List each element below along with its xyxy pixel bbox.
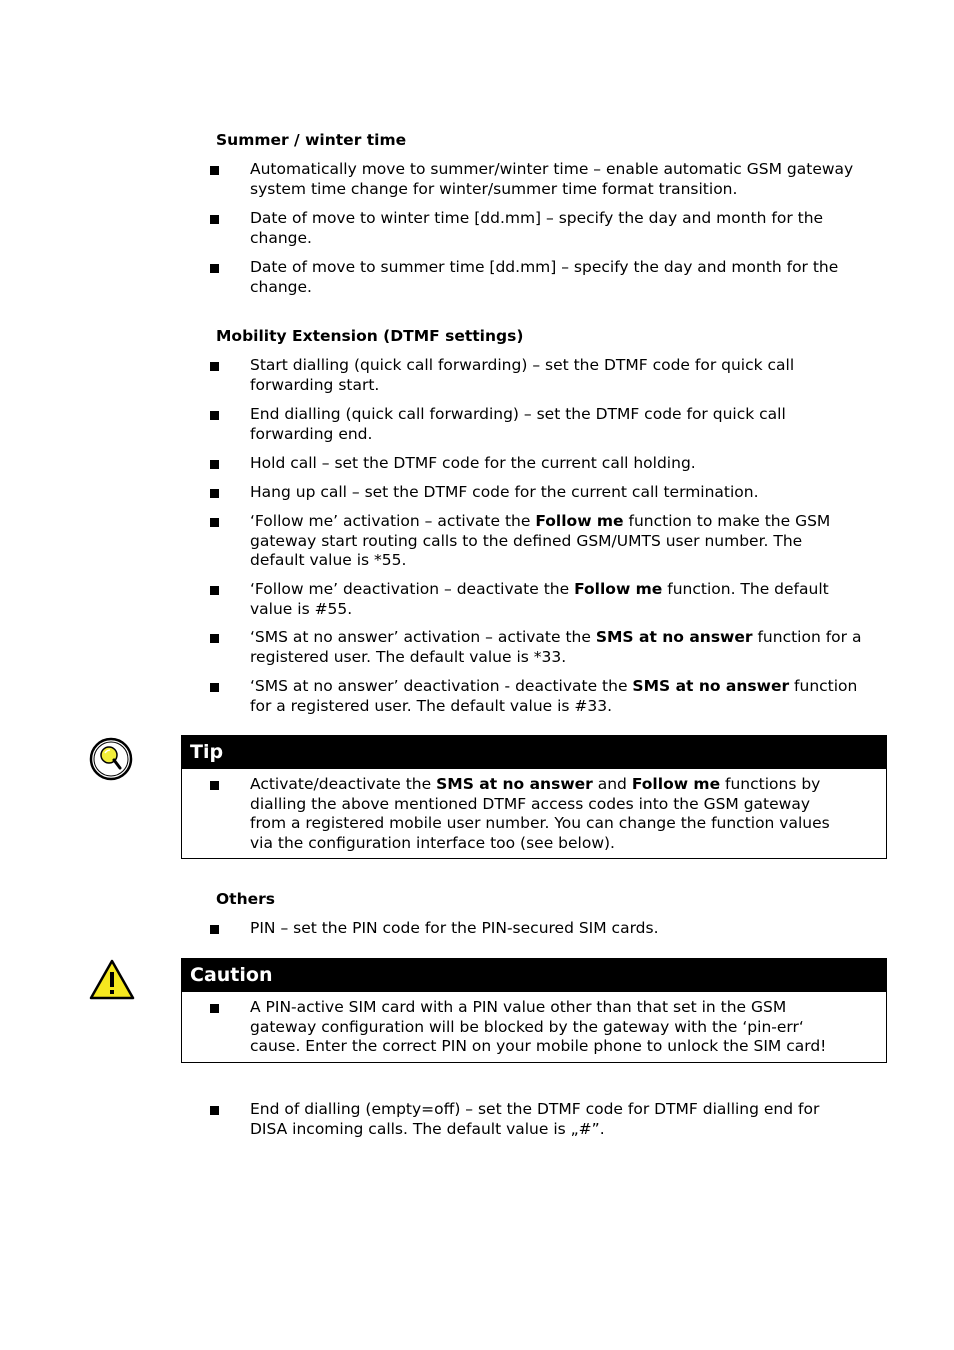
bullet-item-sms-deactivation: ‘SMS at no answer’ deactivation - deactivate the SMS at no answer function for a registered user. The default value is #33. [210,677,890,716]
bullet-item: End dialling (quick call forwarding) – set the DTMF code for quick call forwarding end. [210,405,890,444]
bullet-square [210,166,219,175]
bullet-item: PIN – set the PIN code for the PIN-secured SIM cards. [210,919,890,939]
bullet-item-follow-me-deactivation: ‘Follow me’ deactivation – deactivate the Follow me function. The default value is #55. [210,580,890,619]
bullet-square [210,215,219,224]
bullet-square [210,1106,219,1115]
bullet-item-sms-activation: ‘SMS at no answer’ activation – activate the SMS at no answer function for a registered user. The default value is *33. [210,628,890,667]
bullet-item: Hold call – set the DTMF code for the current call holding. [210,454,890,474]
lightbulb-icon [88,736,134,788]
tip-bullet-item: Activate/deactivate the SMS at no answer and Follow me functions by dialling the above mentioned DTMF access codes into the GSM gateway from a registered mobile user number. You can change the function values via the configuration interface too (see below). [210,775,870,853]
caution-bullet-item: A PIN-active SIM card with a PIN value other than that set in the GSM gateway configuration will be blocked by the gateway with the ‘pin-err‘ cause. Enter the correct PIN on your mobile phone to unlock the SIM card! [210,998,870,1057]
tip-title: Tip [182,736,886,769]
section-heading-summer-winter: Summer / winter time [216,131,407,149]
bullet-item: Date of move to winter time [dd.mm] – specify the day and month for the change. [210,209,890,248]
bullet-item: Automatically move to summer/winter time – enable automatic GSM gateway system time change for winter/summer time format transition. [210,160,890,199]
bullet-item-follow-me-activation: ‘Follow me’ activation – activate the Follow me function to make the GSM gateway start routing calls to the defined GSM/UMTS user number. The default value is *55. [210,512,890,571]
bullet-square [210,411,219,420]
tip-box [181,735,887,859]
bullet-item: Date of move to summer time [dd.mm] – specify the day and month for the change. [210,258,890,297]
caution-title: Caution [182,959,886,992]
bullet-item-end-of-dialling: End of dialling (empty=off) – set the DTMF code for DTMF dialling end for DISA incoming calls. The default value is „#”. [210,1100,890,1139]
bullet-square [210,489,219,498]
section-heading-others: Others [216,890,276,908]
bullet-square [210,264,219,273]
bullet-square [210,586,219,595]
section-heading-mobility-extension: Mobility Extension (DTMF settings) [216,327,524,345]
bullet-square [210,1004,219,1013]
bullet-square [210,925,219,934]
bullet-square [210,683,219,692]
bullet-item: Start dialling (quick call forwarding) – set the DTMF code for quick call forwarding start. [210,356,890,395]
bullet-item: Hang up call – set the DTMF code for the current call termination. [210,483,890,503]
bullet-square [210,634,219,643]
bullet-square [210,781,219,790]
bullet-square [210,518,219,527]
warning-triangle-icon [89,959,135,1007]
bullet-square [210,362,219,371]
bullet-square [210,460,219,469]
caution-box [181,958,887,1063]
